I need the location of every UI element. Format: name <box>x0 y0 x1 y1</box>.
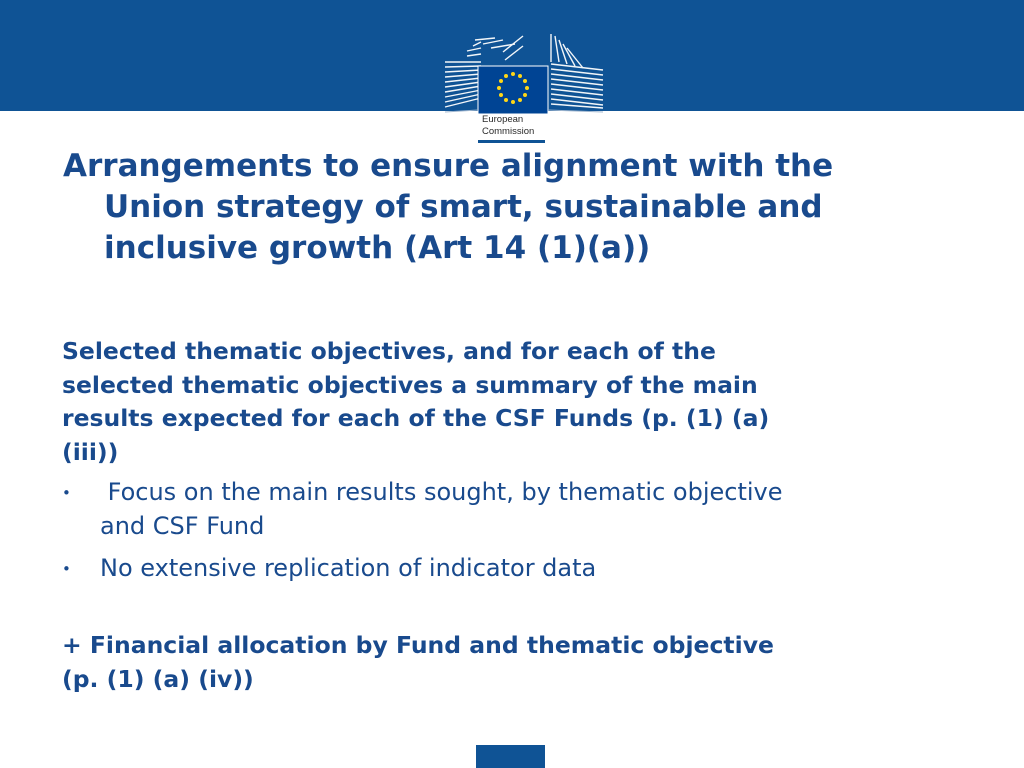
bullet-list <box>62 475 962 585</box>
title-line-1: Arrangements to ensure alignment with the <box>63 148 834 184</box>
logo-text-line2: Commission <box>482 126 535 137</box>
title-line-3: inclusive growth (Art 14 (1)(a)) <box>104 230 651 266</box>
logo-text-line1: European <box>482 114 524 125</box>
bullet-dot-icon: • <box>62 560 71 578</box>
financial-allocation-note <box>62 629 962 696</box>
footer-tab <box>476 745 545 768</box>
logo-underline <box>478 140 545 143</box>
title-line-2: Union strategy of smart, sustainable and <box>104 189 823 225</box>
financial-line-1: + Financial allocation by Fund and thematic objective <box>62 631 774 659</box>
financial-line-2: (p. (1) (a) (iv)) <box>62 664 254 693</box>
bullet-text-line-1: No extensive replication of indicator data <box>100 554 597 582</box>
section-heading-line-1: Selected thematic objectives, and for each of the <box>62 337 716 365</box>
section-heading-line-3: results expected for each of the CSF Funds (p. (1) (a) <box>62 404 770 432</box>
bullet-text-line-2: and CSF Fund <box>100 512 265 540</box>
slide-title <box>63 146 963 269</box>
bullet-item <box>62 551 962 585</box>
slide-body <box>62 335 962 696</box>
bullet-item <box>62 475 962 543</box>
section-heading-line-2: selected thematic objectives a summary of the main <box>62 370 758 399</box>
bullet-text-line-1: Focus on the main results sought, by thematic objective <box>100 478 783 506</box>
bullet-dot-icon: • <box>62 484 71 502</box>
section-heading <box>62 335 962 469</box>
section-heading-line-4: (iii)) <box>62 437 119 466</box>
logo-caption <box>482 114 534 138</box>
